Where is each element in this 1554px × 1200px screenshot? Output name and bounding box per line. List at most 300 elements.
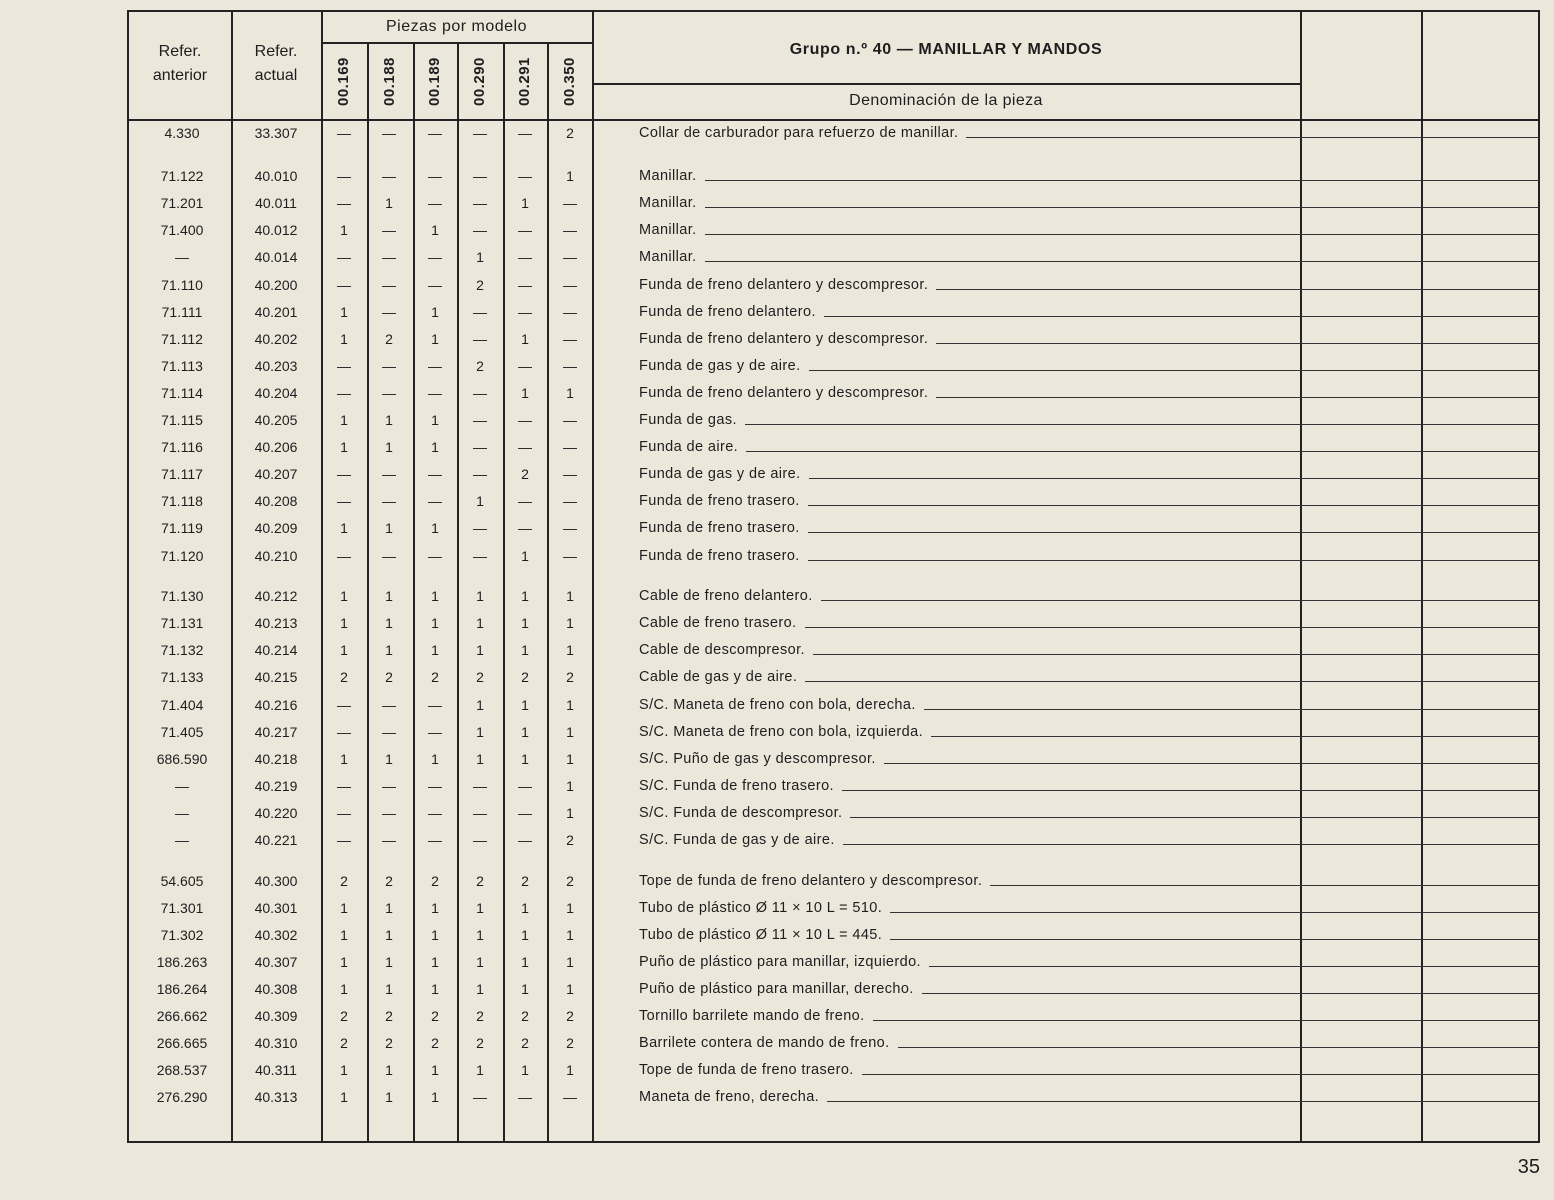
qty-cell: — bbox=[518, 832, 532, 848]
qty-cell: — bbox=[518, 222, 532, 238]
qty-cell: — bbox=[563, 195, 577, 211]
qty-cell: 1 bbox=[431, 642, 439, 658]
qty-cell: 2 bbox=[476, 1035, 484, 1051]
qty-cell: 1 bbox=[566, 385, 574, 401]
header-rule bbox=[129, 119, 1538, 121]
qty-cell: 2 bbox=[566, 1035, 574, 1051]
ref-actual: 40.206 bbox=[254, 439, 298, 455]
ref-actual: 40.215 bbox=[254, 669, 298, 685]
description-text: Cable de freno trasero. bbox=[639, 615, 797, 631]
qty-cell: — bbox=[382, 778, 396, 794]
ref-anterior: 71.110 bbox=[161, 277, 203, 293]
qty-cell: — bbox=[382, 832, 396, 848]
description-text: Funda de freno delantero. bbox=[639, 304, 816, 320]
qty-cell: — bbox=[428, 385, 442, 401]
part-description bbox=[639, 803, 1539, 823]
leader-line bbox=[936, 289, 1539, 290]
description-text: S/C. Funda de descompresor. bbox=[639, 805, 843, 821]
leader-line bbox=[890, 939, 1539, 940]
qty-cell: 2 bbox=[340, 669, 348, 685]
ref-actual: 40.212 bbox=[254, 588, 298, 604]
qty-cell: — bbox=[428, 195, 442, 211]
leader-line bbox=[929, 966, 1539, 967]
qty-cell: 1 bbox=[476, 588, 484, 604]
ref-actual: 40.214 bbox=[254, 642, 298, 658]
part-description bbox=[639, 491, 1539, 511]
ref-actual: 40.014 bbox=[254, 249, 298, 265]
part-description bbox=[639, 193, 1539, 213]
qty-cell: 1 bbox=[566, 981, 574, 997]
qty-cell: 1 bbox=[340, 615, 348, 631]
qty-cell: — bbox=[518, 304, 532, 320]
qty-cell: 1 bbox=[521, 548, 529, 564]
ref-anterior: 266.665 bbox=[156, 1035, 208, 1051]
qty-cell: — bbox=[382, 168, 396, 184]
qty-cell: 1 bbox=[431, 412, 439, 428]
qty-cell: 2 bbox=[476, 1008, 484, 1024]
qty-cell: — bbox=[518, 493, 532, 509]
qty-cell: — bbox=[382, 249, 396, 265]
qty-cell: — bbox=[428, 125, 442, 141]
qty-cell: 1 bbox=[385, 1089, 393, 1105]
qty-cell: 1 bbox=[566, 615, 574, 631]
qty-cell: 1 bbox=[521, 385, 529, 401]
ref-anterior: 71.201 bbox=[160, 195, 204, 211]
desc-title: Denominación de la pieza bbox=[849, 92, 1043, 109]
qty-cell: — bbox=[473, 778, 487, 794]
qty-cell: — bbox=[518, 125, 532, 141]
qty-cell: 1 bbox=[431, 439, 439, 455]
ref-actual: 40.220 bbox=[254, 805, 298, 821]
qty-cell: 1 bbox=[340, 981, 348, 997]
qty-cell: 1 bbox=[340, 331, 348, 347]
leader-line bbox=[705, 207, 1539, 208]
ref-anterior: 71.122 bbox=[160, 168, 204, 184]
leader-line bbox=[705, 180, 1539, 181]
qty-cell: 1 bbox=[476, 615, 484, 631]
qty-cell: 1 bbox=[476, 900, 484, 916]
description-text: Puño de plástico para manillar, derecho. bbox=[639, 981, 914, 997]
qty-cell: 1 bbox=[566, 697, 574, 713]
qty-cell: — bbox=[428, 493, 442, 509]
ref-anterior: 4.330 bbox=[164, 125, 200, 141]
qty-cell: 1 bbox=[431, 900, 439, 916]
ref-actual: 40.207 bbox=[254, 466, 298, 482]
description-text: Funda de gas y de aire. bbox=[639, 466, 801, 482]
part-description bbox=[639, 437, 1539, 457]
description-text: Manillar. bbox=[639, 249, 697, 265]
description-text: Tubo de plástico Ø 11 × 10 L = 510. bbox=[639, 900, 883, 916]
qty-cell: — bbox=[473, 125, 487, 141]
leader-line bbox=[873, 1020, 1539, 1021]
qty-cell: 2 bbox=[476, 358, 484, 374]
qty-cell: 1 bbox=[340, 1089, 348, 1105]
part-description bbox=[639, 275, 1539, 295]
part-description bbox=[639, 640, 1539, 660]
qty-cell: 1 bbox=[431, 615, 439, 631]
qty-cell: 1 bbox=[476, 954, 484, 970]
qty-cell: 1 bbox=[521, 900, 529, 916]
qty-cell: 2 bbox=[476, 277, 484, 293]
leader-line bbox=[924, 709, 1539, 710]
qty-cell: — bbox=[518, 1089, 532, 1105]
qty-cell: 1 bbox=[521, 697, 529, 713]
description-text: Manillar. bbox=[639, 195, 697, 211]
qty-cell: 1 bbox=[521, 927, 529, 943]
qty-cell: 1 bbox=[476, 724, 484, 740]
qty-cell: 1 bbox=[566, 1062, 574, 1078]
description-text: Collar de carburador para refuerzo de manillar. bbox=[639, 125, 959, 141]
qty-cell: 1 bbox=[340, 900, 348, 916]
ref-anterior: 268.537 bbox=[156, 1062, 208, 1078]
ref-anterior: 71.400 bbox=[160, 222, 204, 238]
qty-cell: 2 bbox=[385, 1008, 393, 1024]
qty-cell: 1 bbox=[521, 331, 529, 347]
part-description bbox=[639, 613, 1539, 633]
ref-anterior: 71.116 bbox=[161, 439, 203, 455]
ref-actual: 40.301 bbox=[254, 900, 298, 916]
group-title: Grupo n.º 40 — MANILLAR Y MANDOS bbox=[789, 41, 1103, 58]
leader-line bbox=[808, 505, 1539, 506]
qty-cell: — bbox=[518, 412, 532, 428]
ref-actual: 40.203 bbox=[254, 358, 298, 374]
qty-cell: — bbox=[382, 277, 396, 293]
qty-cell: 2 bbox=[385, 331, 393, 347]
qty-cell: — bbox=[382, 805, 396, 821]
qty-cell: 1 bbox=[431, 331, 439, 347]
qty-cell: 1 bbox=[566, 900, 574, 916]
col-header-prev: Refer. anterior bbox=[152, 43, 208, 84]
leader-line bbox=[850, 817, 1539, 818]
model-label: 00.169 bbox=[335, 57, 352, 107]
models-rule bbox=[321, 42, 592, 44]
leader-line bbox=[862, 1074, 1539, 1075]
qty-cell: 1 bbox=[566, 168, 574, 184]
qty-cell: — bbox=[518, 778, 532, 794]
leader-line bbox=[890, 912, 1539, 913]
qty-cell: — bbox=[473, 195, 487, 211]
qty-cell: 1 bbox=[566, 778, 574, 794]
part-description bbox=[639, 925, 1539, 945]
qty-cell: 1 bbox=[385, 642, 393, 658]
qty-cell: 1 bbox=[521, 615, 529, 631]
qty-cell: — bbox=[382, 304, 396, 320]
qty-cell: — bbox=[337, 385, 351, 401]
ref-actual: 40.204 bbox=[254, 385, 298, 401]
part-description bbox=[639, 776, 1539, 796]
description-text: Funda de gas. bbox=[639, 412, 737, 428]
description-text: Tope de funda de freno trasero. bbox=[639, 1062, 854, 1078]
leader-line bbox=[931, 736, 1539, 737]
description-text: Manillar. bbox=[639, 222, 697, 238]
part-description bbox=[639, 667, 1539, 687]
ref-anterior: — bbox=[175, 832, 189, 848]
qty-cell: — bbox=[382, 724, 396, 740]
description-text: Funda de gas y de aire. bbox=[639, 358, 801, 374]
part-description bbox=[639, 247, 1539, 267]
qty-cell: 1 bbox=[431, 304, 439, 320]
qty-cell: 2 bbox=[521, 1035, 529, 1051]
qty-cell: — bbox=[473, 385, 487, 401]
ref-anterior: — bbox=[175, 778, 189, 794]
models-title: Piezas por modelo bbox=[385, 18, 527, 35]
qty-cell: 1 bbox=[385, 615, 393, 631]
qty-cell: 2 bbox=[476, 873, 484, 889]
qty-cell: 1 bbox=[476, 981, 484, 997]
qty-cell: 1 bbox=[521, 981, 529, 997]
qty-cell: 1 bbox=[476, 697, 484, 713]
qty-cell: — bbox=[337, 195, 351, 211]
qty-cell: — bbox=[473, 832, 487, 848]
leader-line bbox=[843, 844, 1539, 845]
ref-actual: 40.202 bbox=[254, 331, 298, 347]
qty-cell: 1 bbox=[340, 927, 348, 943]
qty-cell: 1 bbox=[566, 954, 574, 970]
part-description bbox=[639, 1006, 1539, 1026]
description-text: Funda de freno trasero. bbox=[639, 493, 800, 509]
ref-anterior: 686.590 bbox=[156, 751, 208, 767]
qty-cell: 1 bbox=[340, 642, 348, 658]
part-description bbox=[639, 1033, 1539, 1053]
qty-cell: 1 bbox=[340, 439, 348, 455]
qty-cell: 1 bbox=[566, 751, 574, 767]
qty-cell: 1 bbox=[431, 1089, 439, 1105]
qty-cell: 1 bbox=[521, 724, 529, 740]
ref-actual: 40.213 bbox=[254, 615, 298, 631]
description-text: S/C. Maneta de freno con bola, izquierda. bbox=[639, 724, 924, 740]
ref-actual: 40.012 bbox=[254, 222, 298, 238]
part-description bbox=[639, 166, 1539, 186]
ref-anterior: 71.301 bbox=[160, 900, 204, 916]
ref-actual: 40.205 bbox=[254, 412, 298, 428]
qty-cell: 1 bbox=[521, 751, 529, 767]
qty-cell: — bbox=[337, 832, 351, 848]
ref-anterior: 71.302 bbox=[160, 927, 204, 943]
qty-cell: — bbox=[428, 805, 442, 821]
leader-line bbox=[746, 451, 1539, 452]
qty-cell: — bbox=[428, 697, 442, 713]
qty-cell: — bbox=[473, 304, 487, 320]
model-label: 00.350 bbox=[561, 57, 578, 107]
leader-line bbox=[805, 681, 1539, 682]
description-text: Funda de freno trasero. bbox=[639, 548, 800, 564]
qty-cell: 1 bbox=[431, 1062, 439, 1078]
part-description bbox=[639, 722, 1539, 742]
leader-line bbox=[808, 532, 1539, 533]
qty-cell: 1 bbox=[340, 588, 348, 604]
leader-line bbox=[827, 1101, 1539, 1102]
ref-anterior: 276.290 bbox=[156, 1089, 208, 1105]
qty-cell: — bbox=[563, 520, 577, 536]
ref-actual: 40.309 bbox=[254, 1008, 298, 1024]
parts-table bbox=[127, 10, 1540, 1143]
description-text: Manillar. bbox=[639, 168, 697, 184]
ref-actual: 40.216 bbox=[254, 697, 298, 713]
qty-cell: — bbox=[473, 805, 487, 821]
qty-cell: — bbox=[563, 222, 577, 238]
qty-cell: 2 bbox=[431, 669, 439, 685]
ref-actual: 40.313 bbox=[254, 1089, 298, 1105]
description-text: Barrilete contera de mando de freno. bbox=[639, 1035, 890, 1051]
qty-cell: 1 bbox=[431, 981, 439, 997]
qty-cell: 1 bbox=[431, 588, 439, 604]
ref-anterior: 71.131 bbox=[160, 615, 204, 631]
qty-cell: 1 bbox=[340, 222, 348, 238]
desc-rule bbox=[592, 83, 1300, 85]
qty-cell: — bbox=[337, 493, 351, 509]
qty-cell: 1 bbox=[385, 520, 393, 536]
ref-actual: 40.201 bbox=[254, 304, 298, 320]
leader-line bbox=[809, 370, 1539, 371]
ref-actual: 40.300 bbox=[254, 873, 298, 889]
leader-line bbox=[705, 234, 1539, 235]
model-label: 00.291 bbox=[516, 57, 533, 107]
part-description bbox=[639, 410, 1539, 430]
leader-line bbox=[990, 885, 1539, 886]
qty-cell: 1 bbox=[340, 751, 348, 767]
qty-cell: — bbox=[473, 548, 487, 564]
qty-cell: — bbox=[428, 249, 442, 265]
qty-cell: 2 bbox=[521, 1008, 529, 1024]
leader-line bbox=[821, 600, 1539, 601]
qty-cell: — bbox=[337, 778, 351, 794]
qty-cell: 1 bbox=[340, 412, 348, 428]
part-description bbox=[639, 518, 1539, 538]
qty-cell: — bbox=[337, 277, 351, 293]
qty-cell: 1 bbox=[340, 1062, 348, 1078]
qty-cell: — bbox=[518, 439, 532, 455]
qty-cell: 2 bbox=[566, 1008, 574, 1024]
qty-cell: 2 bbox=[385, 669, 393, 685]
part-description bbox=[639, 546, 1539, 566]
description-text: S/C. Funda de gas y de aire. bbox=[639, 832, 835, 848]
part-description bbox=[639, 979, 1539, 999]
qty-cell: — bbox=[337, 697, 351, 713]
description-text: Tubo de plástico Ø 11 × 10 L = 445. bbox=[639, 927, 883, 943]
ref-actual: 40.302 bbox=[254, 927, 298, 943]
part-description bbox=[639, 749, 1539, 769]
part-description bbox=[639, 383, 1539, 403]
qty-cell: — bbox=[563, 304, 577, 320]
qty-cell: 1 bbox=[385, 195, 393, 211]
qty-cell: 1 bbox=[476, 751, 484, 767]
qty-cell: 2 bbox=[385, 873, 393, 889]
leader-line bbox=[705, 261, 1539, 262]
ref-anterior: 71.404 bbox=[160, 697, 204, 713]
part-description bbox=[639, 302, 1539, 322]
description-text: Funda de freno delantero y descompresor. bbox=[639, 385, 929, 401]
qty-cell: 1 bbox=[385, 981, 393, 997]
leader-line bbox=[805, 627, 1539, 628]
ref-actual: 40.218 bbox=[254, 751, 298, 767]
qty-cell: — bbox=[518, 168, 532, 184]
qty-cell: — bbox=[518, 249, 532, 265]
qty-cell: 1 bbox=[521, 588, 529, 604]
qty-cell: 1 bbox=[431, 222, 439, 238]
ref-anterior: 71.119 bbox=[161, 520, 203, 536]
qty-cell: — bbox=[428, 832, 442, 848]
ref-anterior: — bbox=[175, 805, 189, 821]
part-description bbox=[639, 952, 1539, 972]
leader-line bbox=[842, 790, 1539, 791]
qty-cell: 1 bbox=[476, 927, 484, 943]
qty-cell: — bbox=[382, 222, 396, 238]
qty-cell: — bbox=[337, 358, 351, 374]
qty-cell: 1 bbox=[431, 927, 439, 943]
qty-cell: 1 bbox=[385, 927, 393, 943]
part-description bbox=[639, 898, 1539, 918]
qty-cell: 1 bbox=[521, 642, 529, 658]
qty-cell: 2 bbox=[566, 125, 574, 141]
col-header-curr: Refer. actual bbox=[254, 43, 298, 84]
ref-anterior: 71.118 bbox=[161, 493, 203, 509]
divider bbox=[592, 12, 594, 1141]
ref-anterior: — bbox=[175, 249, 189, 265]
description-text: Maneta de freno, derecha. bbox=[639, 1089, 820, 1105]
ref-actual: 40.221 bbox=[254, 832, 298, 848]
ref-anterior: 71.113 bbox=[161, 358, 203, 374]
part-description bbox=[639, 586, 1539, 606]
qty-cell: — bbox=[563, 358, 577, 374]
qty-cell: 1 bbox=[521, 954, 529, 970]
leader-line bbox=[745, 424, 1539, 425]
ref-anterior: 71.112 bbox=[161, 331, 203, 347]
qty-cell: — bbox=[563, 412, 577, 428]
qty-cell: — bbox=[382, 125, 396, 141]
qty-cell: — bbox=[337, 466, 351, 482]
qty-cell: 1 bbox=[340, 954, 348, 970]
qty-cell: 1 bbox=[385, 1062, 393, 1078]
ref-actual: 40.308 bbox=[254, 981, 298, 997]
page-number: 35 bbox=[1517, 1156, 1540, 1178]
part-description bbox=[639, 220, 1539, 240]
ref-anterior: 71.132 bbox=[160, 642, 204, 658]
qty-cell: 2 bbox=[566, 873, 574, 889]
ref-actual: 40.311 bbox=[255, 1062, 297, 1078]
leader-line bbox=[809, 478, 1539, 479]
qty-cell: — bbox=[473, 1089, 487, 1105]
part-description bbox=[639, 123, 1539, 143]
qty-cell: — bbox=[382, 358, 396, 374]
qty-cell: — bbox=[337, 168, 351, 184]
qty-cell: — bbox=[563, 548, 577, 564]
part-description bbox=[639, 464, 1539, 484]
qty-cell: 2 bbox=[431, 873, 439, 889]
qty-cell: 1 bbox=[431, 954, 439, 970]
ref-actual: 40.011 bbox=[255, 195, 297, 211]
qty-cell: — bbox=[337, 548, 351, 564]
description-text: Funda de freno delantero y descompresor. bbox=[639, 331, 929, 347]
qty-cell: — bbox=[473, 466, 487, 482]
qty-cell: 1 bbox=[340, 520, 348, 536]
qty-cell: 2 bbox=[340, 1008, 348, 1024]
qty-cell: 1 bbox=[385, 900, 393, 916]
qty-cell: — bbox=[473, 520, 487, 536]
description-text: S/C. Puño de gas y descompresor. bbox=[639, 751, 876, 767]
qty-cell: — bbox=[382, 548, 396, 564]
qty-cell: — bbox=[428, 778, 442, 794]
qty-cell: — bbox=[337, 724, 351, 740]
qty-cell: 2 bbox=[340, 873, 348, 889]
leader-line bbox=[813, 654, 1539, 655]
qty-cell: — bbox=[518, 805, 532, 821]
model-label: 00.189 bbox=[426, 57, 443, 107]
qty-cell: — bbox=[382, 493, 396, 509]
qty-cell: — bbox=[428, 466, 442, 482]
ref-anterior: 71.133 bbox=[160, 669, 204, 685]
qty-cell: — bbox=[428, 724, 442, 740]
qty-cell: 1 bbox=[476, 493, 484, 509]
